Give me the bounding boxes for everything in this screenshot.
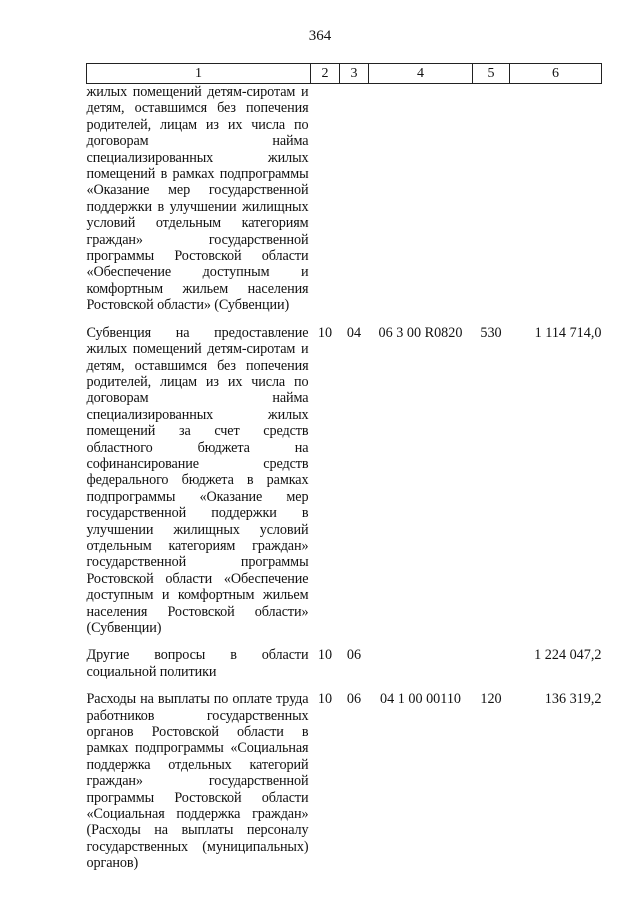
header-col-4: 4	[369, 64, 473, 84]
row-expense-type: 530	[480, 324, 502, 341]
budget-table	[86, 63, 602, 883]
row-name: Субвенция на предоставление жилых помещений детям-сиротам и детям, оставшимся без попечения родителей, лицам из их числа по договорам найма специализированных жилых помещений за счет средств областного бюджета на софинансирование средств федерального бюджета в рамках подпрограммы «Оказание мер государственной поддержки в улучшении жилищных условий отдельным категориям граждан» государственной программы Ростовской области «Обеспечение доступным и комфортным жильем населения Ростовской области» (Субвенции)	[86, 324, 309, 636]
row-target: 04 1 00 00110	[379, 691, 462, 708]
row-target	[369, 647, 473, 691]
row-amount	[510, 84, 602, 325]
row-expense-type	[473, 647, 510, 691]
table-row	[87, 691, 602, 882]
row-section: 10	[317, 324, 333, 341]
row-section	[311, 84, 340, 325]
page-number: 364	[308, 28, 332, 44]
header-col-2: 2	[311, 64, 340, 84]
row-amount: 136 319,2	[544, 691, 602, 708]
row-name: Расходы на выплаты по оплате труда работников государственных органов Ростовской области в рамках подпрограммы «Социальная поддержка отдельных категорий граждан» государственной программы Ростовской области «Социальная поддержка граждан» (Расходы на выплаты персоналу государственных (муниципальных) органов)	[86, 691, 309, 872]
row-amount: 1 224 047,2	[534, 647, 602, 664]
header-col-1: 1	[87, 64, 311, 84]
header-row	[87, 64, 602, 84]
table-row	[87, 84, 602, 325]
row-target	[369, 84, 473, 325]
table-body	[87, 84, 602, 883]
row-amount: 1 114 714,0	[534, 324, 602, 341]
row-subsection: 06	[346, 691, 362, 708]
row-name: Другие вопросы в области социальной политики	[86, 647, 309, 680]
header-col-6: 6	[510, 64, 602, 84]
table-row	[87, 325, 602, 648]
row-expense-type: 120	[480, 691, 502, 708]
row-section: 10	[317, 691, 333, 708]
row-subsection	[340, 84, 369, 325]
header-col-3: 3	[340, 64, 369, 84]
row-name: жилых помещений детям-сиротам и детям, оставшимся без попечения родителей, лицам из их числа по договорам найма специализированных жилых помещений в рамках подпрограммы «Оказание мер государственной поддержки в улучшении жилищных условий отдельным категориям граждан» государственной программы Ростовской области «Обеспечение доступным и комфортным жильем населения Ростовской области» (Субвенции)	[86, 84, 309, 314]
row-expense-type	[473, 84, 510, 325]
row-target: 06 3 00 R0820	[378, 324, 463, 341]
table-header	[87, 64, 602, 84]
row-subsection: 04	[346, 324, 362, 341]
header-col-5: 5	[473, 64, 510, 84]
row-subsection: 06	[346, 647, 362, 664]
row-section: 10	[317, 647, 333, 664]
table-row	[87, 647, 602, 691]
